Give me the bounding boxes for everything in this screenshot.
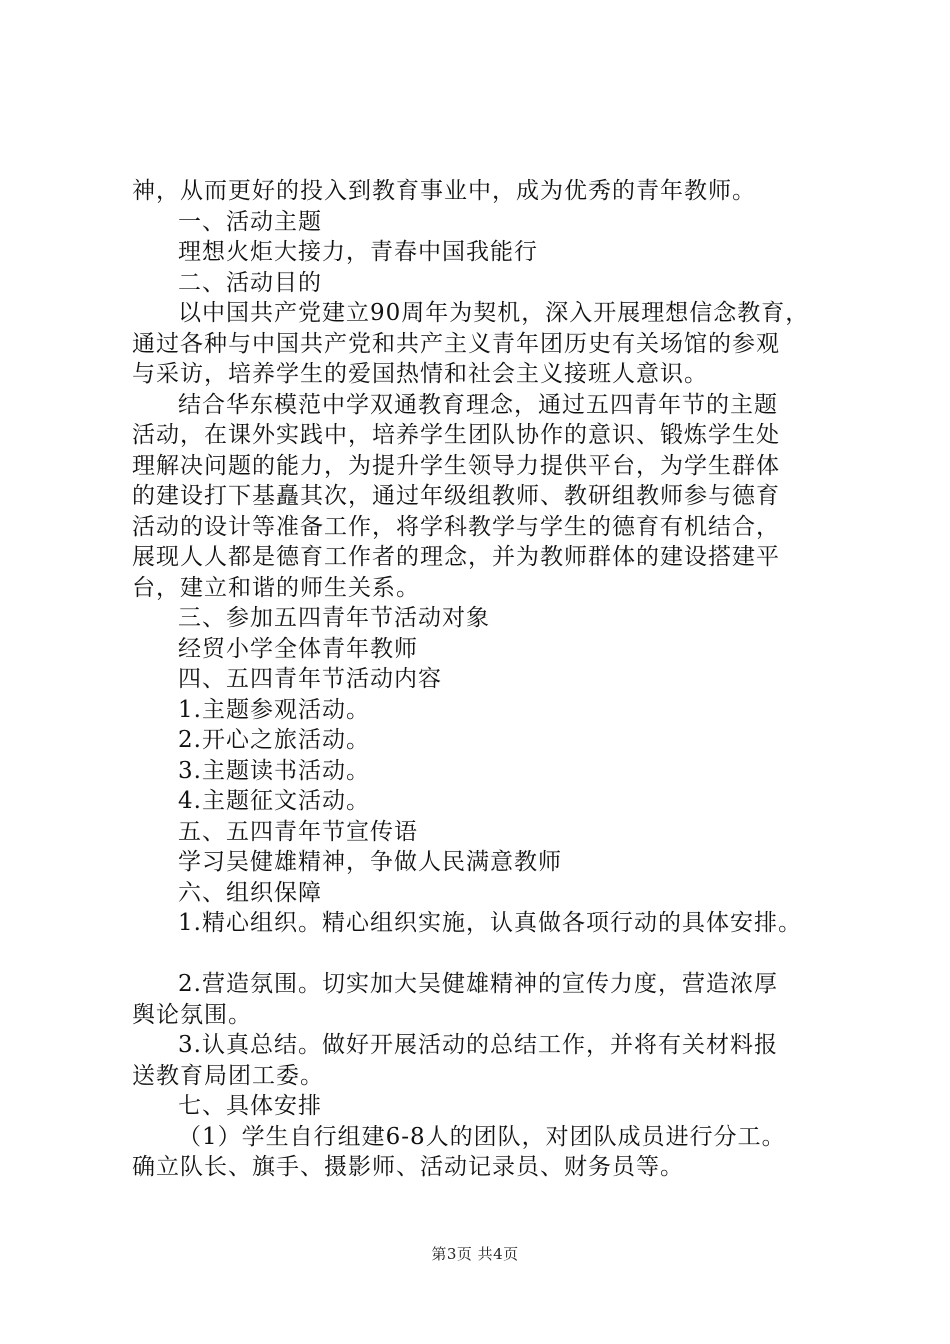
text-line: 一、活动主题 xyxy=(178,208,322,235)
text-line: 理想火炬大接力，青春中国我能行 xyxy=(178,239,538,265)
text-line: 与采访，培养学生的爱国热情和社会主义接班人意识。 xyxy=(132,361,708,387)
text-line: 结合华东模范中学双通教育理念，通过五四青年节的主题 xyxy=(178,391,778,418)
text-line: （1）学生自行组建6-8人的团队，对团队成员进行分工。 xyxy=(178,1123,786,1150)
text-line: 1.主题参观活动。 xyxy=(178,696,370,723)
text-line: 通过各种与中国共产党和共产主义青年团历史有关场馆的参观 xyxy=(132,330,780,357)
text-line: 七、具体安排 xyxy=(178,1093,322,1119)
text-line: 台，建立和谐的师生关系。 xyxy=(132,574,420,601)
text-line: 2.开心之旅活动。 xyxy=(178,727,370,753)
text-line: 理解决问题的能力，为提升学生领导力提供平台，为学生群体 xyxy=(132,452,780,479)
text-line: 展现人人都是德育工作者的理念，并为教师群体的建设搭建平 xyxy=(132,544,780,570)
text-line: 2.营造氛围。切实加大吴健雄精神的宣传力度，营造浓厚 xyxy=(178,971,778,997)
text-line: 确立队长、旗手、摄影师、活动记录员、财务员等。 xyxy=(132,1154,684,1180)
text-line: 的建设打下基矗其次，通过年级组教师、教研组教师参与德育 xyxy=(132,483,780,509)
blank-line xyxy=(132,939,848,970)
text-line: 六、组织保障 xyxy=(178,879,322,906)
document-body xyxy=(132,176,848,1183)
text-line: 五、五四青年节宣传语 xyxy=(178,818,418,845)
text-line: 活动，在课外实践中，培养学生团队协作的意识、锻炼学生处 xyxy=(132,422,780,448)
text-line: 三、参加五四青年节活动对象 xyxy=(178,605,490,631)
text-line: 1.精心组织。精心组织实施，认真做各项行动的具体安排。 xyxy=(178,910,802,936)
text-line: 舆论氛围。 xyxy=(132,1001,252,1028)
text-line: 4.主题征文活动。 xyxy=(178,788,370,814)
text-line: 3.认真总结。做好开展活动的总结工作，并将有关材料报 xyxy=(178,1032,778,1058)
text-line: 活动的设计等准备工作，将学科教学与学生的德育有机结合， xyxy=(132,513,780,540)
text-line: 以中国共产党建立90周年为契机，深入开展理想信念教育， xyxy=(178,300,810,326)
text-line: 神，从而更好的投入到教育事业中，成为优秀的青年教师。 xyxy=(132,178,756,204)
text-line: 四、五四青年节活动内容 xyxy=(178,666,442,692)
text-line: 经贸小学全体青年教师 xyxy=(178,635,418,662)
text-line: 3.主题读书活动。 xyxy=(178,757,370,784)
text-line: 学习吴健雄精神，争做人民满意教师 xyxy=(178,849,562,875)
text-line: 送教育局团工委。 xyxy=(132,1062,324,1089)
page-footer: 第3页 共4页 xyxy=(431,1245,519,1263)
text-line: 二、活动目的 xyxy=(178,269,322,296)
